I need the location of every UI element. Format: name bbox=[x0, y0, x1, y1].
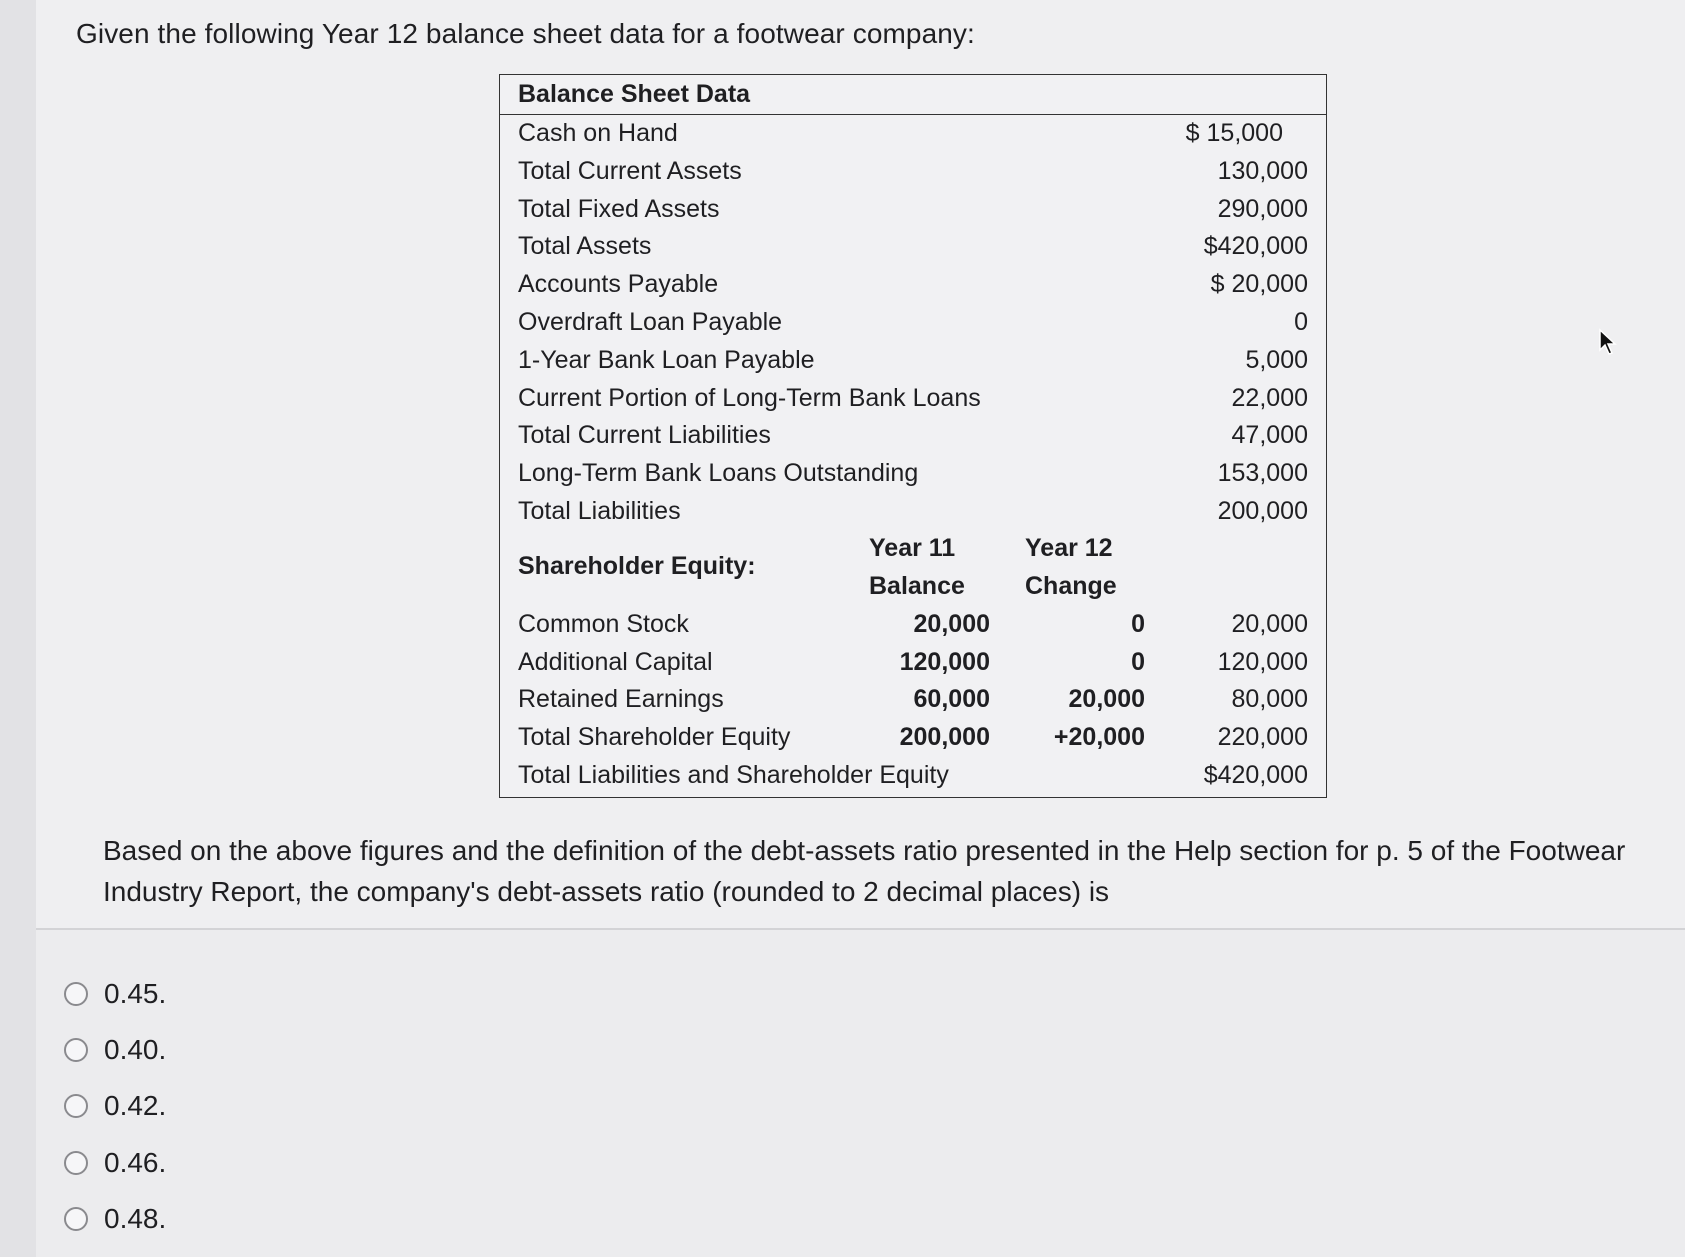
year12-change: +20,000 bbox=[1053, 723, 1145, 751]
radio-button[interactable] bbox=[64, 982, 88, 1006]
answer-option[interactable] bbox=[64, 1199, 166, 1239]
mouse-cursor-icon bbox=[1598, 328, 1620, 358]
equity-row bbox=[500, 681, 1326, 718]
left-margin-strip bbox=[0, 0, 37, 1257]
table-row bbox=[500, 228, 1326, 265]
equity-header bbox=[500, 530, 1326, 606]
row-amount: 22,000 bbox=[1231, 384, 1308, 412]
answer-option[interactable] bbox=[64, 974, 166, 1014]
option-label: 0.42. bbox=[104, 1090, 167, 1121]
option-label: 0.40. bbox=[104, 1034, 167, 1065]
year11-value: 20,000 bbox=[913, 610, 990, 638]
year12-change: 20,000 bbox=[1068, 685, 1145, 713]
row-amount: 80,000 bbox=[1231, 685, 1308, 713]
row-label: Accounts Payable bbox=[518, 270, 719, 298]
year11-subheader: Balance bbox=[869, 572, 965, 600]
radio-button[interactable] bbox=[64, 1038, 88, 1062]
option-label: 0.46. bbox=[104, 1147, 167, 1178]
row-label: Current Portion of Long-Term Bank Loans bbox=[518, 384, 981, 412]
equity-row bbox=[500, 606, 1326, 643]
row-amount: 120,000 bbox=[1217, 648, 1308, 676]
row-amount: 47,000 bbox=[1231, 421, 1308, 449]
row-amount: $420,000 bbox=[1203, 761, 1308, 789]
radio-button[interactable] bbox=[64, 1207, 88, 1231]
row-amount: 153,000 bbox=[1217, 459, 1308, 487]
year12-change: 0 bbox=[1131, 610, 1145, 638]
total-row bbox=[500, 757, 1326, 794]
year12-header: Year 12 bbox=[1025, 534, 1113, 562]
row-label: Total Current Liabilities bbox=[518, 421, 771, 449]
equity-row bbox=[500, 719, 1326, 756]
year11-value: 120,000 bbox=[899, 648, 990, 676]
equity-row bbox=[500, 644, 1326, 681]
row-label: Total Shareholder Equity bbox=[518, 723, 791, 751]
row-label: Total Current Assets bbox=[518, 157, 742, 185]
option-label: 0.45. bbox=[104, 978, 167, 1009]
answer-option[interactable] bbox=[64, 1030, 166, 1070]
year12-change: 0 bbox=[1131, 648, 1145, 676]
table-row bbox=[500, 191, 1326, 228]
table-row bbox=[500, 417, 1326, 454]
row-label: Total Assets bbox=[518, 232, 652, 260]
question-prompt: Based on the above figures and the definition of the debt-assets ratio presented in the Help section for p. 5 of the Footwear Industry Report, the company's debt-assets ratio (rounded to 2 decimal places) is bbox=[103, 835, 1626, 907]
year12-subheader: Change bbox=[1025, 572, 1117, 600]
answer-option[interactable] bbox=[64, 1143, 166, 1183]
radio-button[interactable] bbox=[64, 1094, 88, 1118]
row-amount: $ 20,000 bbox=[1210, 270, 1308, 298]
row-label: Additional Capital bbox=[518, 648, 713, 676]
year11-value: 200,000 bbox=[899, 723, 990, 751]
year11-value: 60,000 bbox=[913, 685, 990, 713]
row-amount: 20,000 bbox=[1231, 610, 1308, 638]
table-row bbox=[500, 342, 1326, 379]
table-row bbox=[500, 455, 1326, 492]
row-label: Common Stock bbox=[518, 610, 689, 638]
row-label: Long-Term Bank Loans Outstanding bbox=[518, 459, 919, 487]
table-row bbox=[500, 493, 1326, 530]
equity-title: Shareholder Equity: bbox=[518, 552, 756, 580]
row-label: Total Liabilities and Shareholder Equity bbox=[518, 761, 949, 789]
row-amount: 0 bbox=[1294, 308, 1308, 336]
row-label: Total Fixed Assets bbox=[518, 195, 720, 223]
row-amount: 5,000 bbox=[1245, 346, 1308, 374]
table-row bbox=[500, 266, 1326, 303]
row-amount: 200,000 bbox=[1217, 497, 1308, 525]
row-amount: 220,000 bbox=[1217, 723, 1308, 751]
row-label: Cash on Hand bbox=[518, 119, 678, 147]
row-label: Total Liabilities bbox=[518, 497, 681, 525]
row-amount: $ 15,000 bbox=[1185, 119, 1283, 147]
question-intro: Given the following Year 12 balance sheet data for a footwear company: bbox=[76, 18, 975, 49]
answer-option[interactable] bbox=[64, 1086, 166, 1126]
row-amount: $420,000 bbox=[1203, 232, 1308, 260]
balance-sheet-table bbox=[499, 74, 1327, 798]
table-row bbox=[500, 115, 1326, 152]
year11-header: Year 11 bbox=[869, 534, 956, 562]
table-row bbox=[500, 380, 1326, 417]
answer-options bbox=[36, 930, 1685, 1257]
row-label: 1-Year Bank Loan Payable bbox=[518, 346, 815, 374]
row-amount: 290,000 bbox=[1217, 195, 1308, 223]
question-panel bbox=[36, 0, 1685, 930]
row-label: Overdraft Loan Payable bbox=[518, 308, 783, 336]
row-label: Retained Earnings bbox=[518, 685, 724, 713]
row-amount: 130,000 bbox=[1217, 157, 1308, 185]
balance-sheet-title: Balance Sheet Data bbox=[500, 75, 1326, 115]
option-label: 0.48. bbox=[104, 1203, 167, 1234]
table-row bbox=[500, 304, 1326, 341]
table-row bbox=[500, 153, 1326, 190]
radio-button[interactable] bbox=[64, 1151, 88, 1175]
